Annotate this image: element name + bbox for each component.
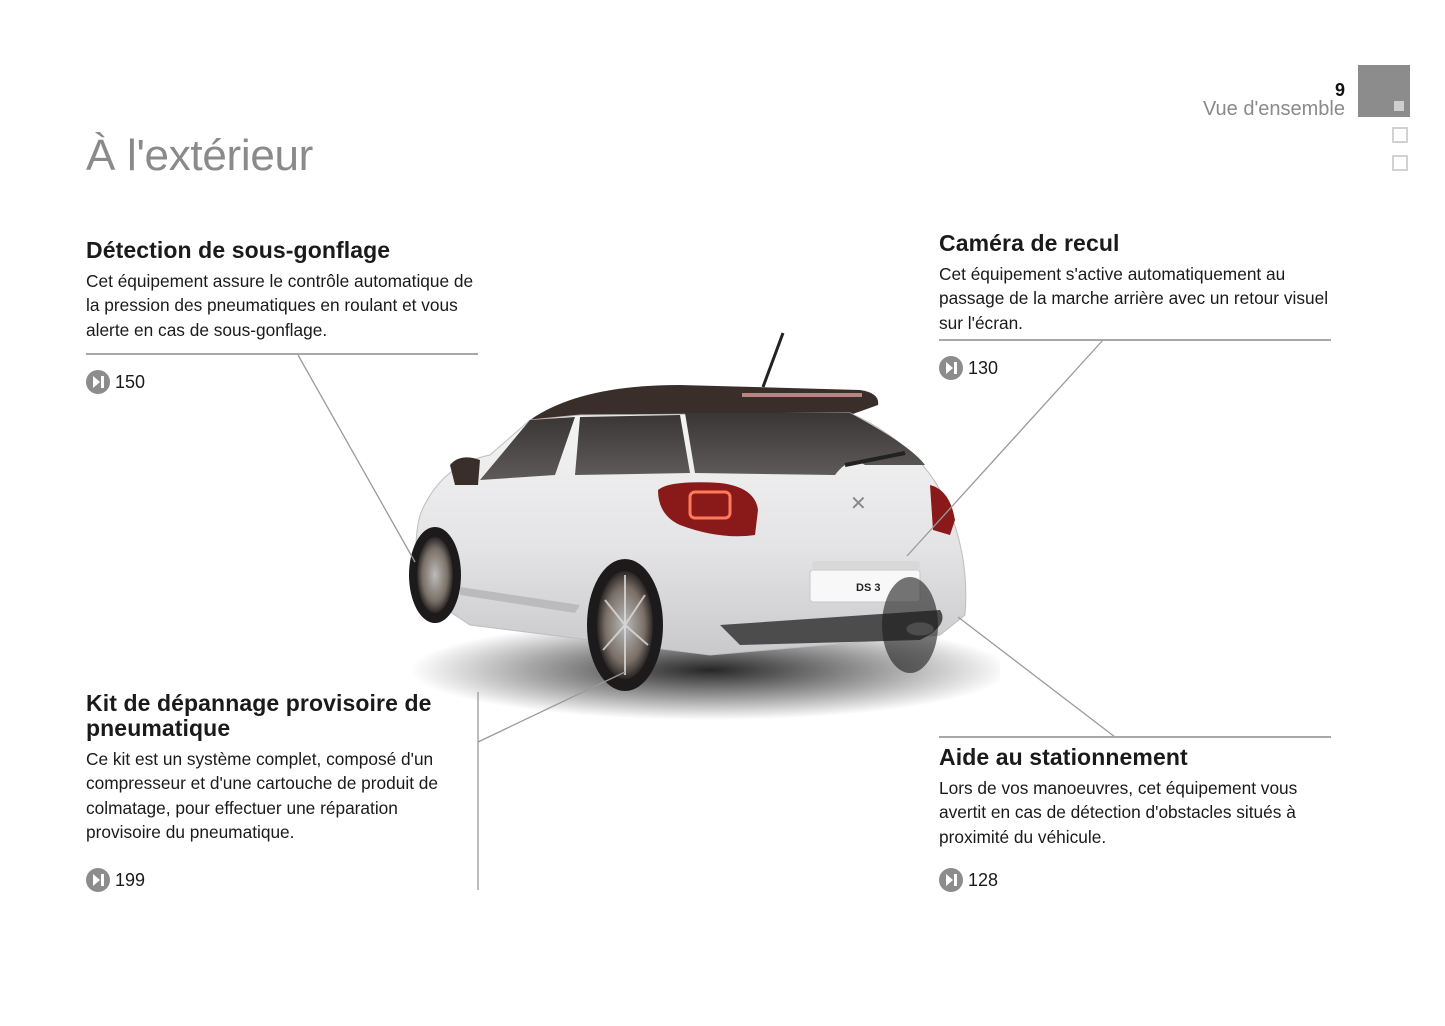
page-reference-link[interactable] [939,868,998,892]
section-tab-3[interactable] [1392,155,1408,171]
feature-block-tpms [86,238,478,342]
feature-title: Caméra de recul [939,230,1120,256]
separator [939,736,1331,738]
feature-title: Kit de dépannage provisoire de pneumatique [86,690,432,741]
page-reference-number: 199 [115,869,146,890]
section-tab-active[interactable] [1358,65,1410,117]
feature-block-camera [939,231,1331,335]
page-reference-icon [86,868,110,892]
page-reference-number: 150 [115,371,146,392]
plate-text: DS 3 [856,582,881,594]
separator [939,339,1331,341]
page-title: À l'extérieur [86,131,314,180]
page-reference-link[interactable] [939,356,998,380]
feature-description: Cet équipement s'active automatiquement au passage de la marche arrière avec un retour visuel sur l'écran. [939,264,1329,333]
section-tab-2[interactable] [1392,127,1408,143]
page-reference-icon [939,868,963,892]
feature-block-repair-kit [86,691,466,844]
separator [86,353,478,355]
svg-text:✕: ✕ [850,493,867,515]
page-reference-number: 128 [968,869,999,890]
page-reference-link[interactable] [86,868,145,892]
page-reference-link[interactable] [86,370,145,394]
tab-marker-icon [1394,101,1404,111]
feature-description: Ce kit est un système complet, composé d'un compresseur et d'une cartouche de produit de colmatage, pour effectuer une réparation provisoire du pneumatique. [86,749,439,842]
feature-title: Détection de sous-gonflage [86,237,391,263]
section-label: Vue d'ensemble [1202,98,1345,120]
feature-block-parking [939,745,1331,849]
feature-description: Lors de vos manoeuvres, cet équipement vous avertit en cas de détection d'obstacles situés à proximité du véhicule. [939,778,1298,847]
page-number: 9 [1334,80,1345,100]
page-reference-number: 130 [968,357,999,378]
page-reference-icon [86,370,110,394]
car-illustration [380,325,1000,745]
feature-description: Cet équipement assure le contrôle automatique de la pression des pneumatiques en roulant et vous alerte en cas de sous-gonflage. [86,271,474,340]
page-reference-icon [939,356,963,380]
feature-title: Aide au stationnement [939,744,1188,770]
